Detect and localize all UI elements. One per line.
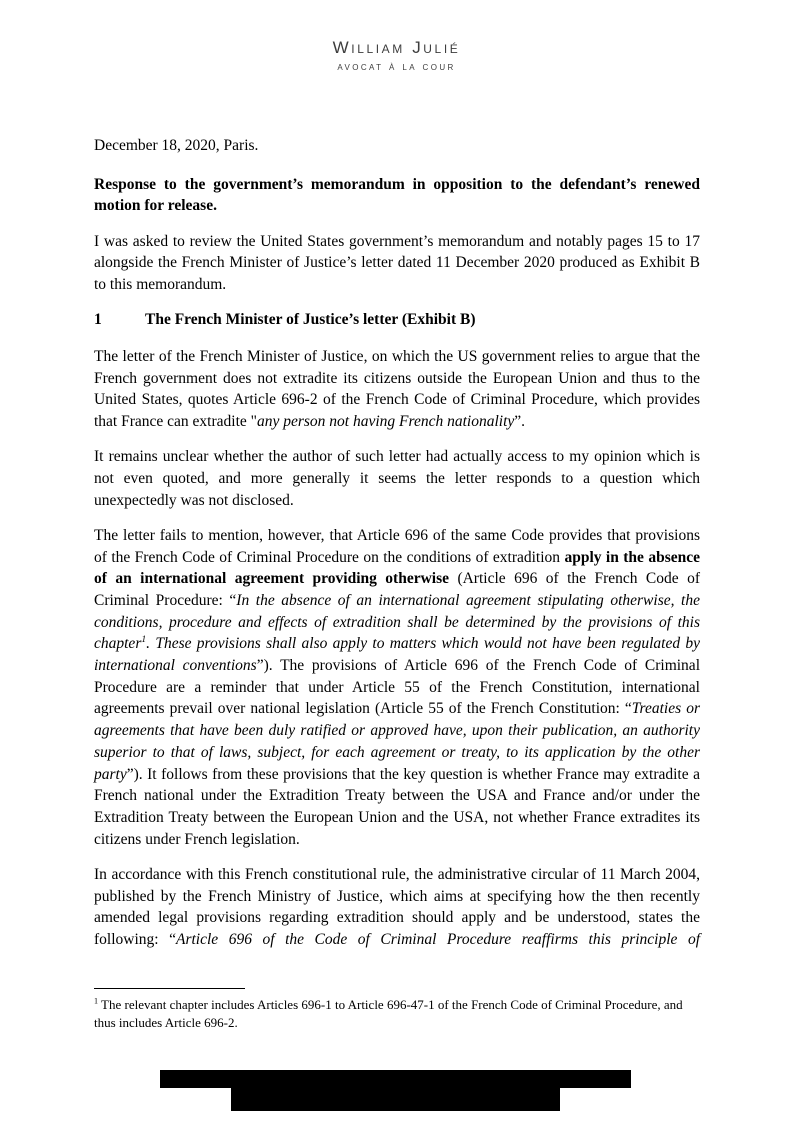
section-title: The French Minister of Justice’s letter (Exhibit B) [145, 311, 476, 329]
date-line: December 18, 2020, Paris. [94, 137, 259, 154]
unclear-paragraph: It remains unclear whether the author of such letter had actually access to my opinion which is not even quoted, and more generally it seems the letter responds to a question which unexpectedly was not disclosed. [94, 448, 700, 509]
footnote-separator [94, 988, 245, 989]
redaction-bar-bottom [231, 1088, 560, 1111]
footnote-marker: 1 [94, 996, 99, 1006]
letterhead-name: William Julié [332, 38, 461, 57]
letter-paragraph: The letter of the French Minister of Justice, on which the US government relies to argue that the French government does not extradite its citizens outside the European Union and thus to the United States, quotes Article 696-2 of the French Code of Criminal Procedure, which provides that France can extradite "any person not having French nationality”. [94, 347, 700, 431]
redaction-bar-top [160, 1070, 631, 1088]
document-body [94, 135, 700, 951]
circular-paragraph: In accordance with this French constitutional rule, the administrative circular of 11 March 2004, published by the French Ministry of Justice, which aims at specifying how the then recently amended legal provisions regarding extradition should apply and be understood, states the following: “Article 696 of the Code of Criminal Procedure reaffirms this principle of [94, 865, 700, 948]
footnote [94, 996, 700, 1032]
footnote-area [94, 988, 700, 1032]
article-696-paragraph: The letter fails to mention, however, that Article 696 of the same Code provides that provisions of the French Code of Criminal Procedure on the conditions of extradition apply in the absence of an international agreement providing otherwise (Article 696 of the French Code of Criminal Procedure: “In the absence of an international agreement stipulating otherwise, the conditions, procedure and effects of extradition shall be determined by the provisions of this chapter$^1$. These provisions shall also apply to matters which would not have been regulated by international conventions”). The provisions of Article 696 of the French Code of Criminal Procedure are a reminder that under Article 55 of the French Constitution, international agreements prevail over national legislation (Article 55 of the French Constitution: “Treaties or agreements that have been duly ratified or approved have, upon their publication, an authority superior to that of laws, subject, for each agreement or treaty, to its application by the other party”). It follows from these provisions that the key question is whether France may extradite a French national under the Extradition Treaty between the USA and France and/or under the Extradition Treaty between the European Union and the USA, not whether France extradites its citizens under French legislation. [94, 526, 700, 848]
section-heading [94, 309, 700, 331]
intro-paragraph: I was asked to review the United States government’s memorandum and notably pages 15 to 17 alongside the French Minister of Justice’s letter dated 11 December 2020 produced as Exhibit B to this memorandum. [94, 232, 700, 294]
letterhead [0, 0, 793, 75]
letterhead-role: avocat à la cour [337, 61, 456, 73]
section-number: 1 [94, 311, 102, 329]
subject-paragraph: Response to the government’s memorandum in opposition to the defendant’s renewed motion for release. [94, 175, 700, 215]
footnote-text: The relevant chapter includes Articles 696-1 to Article 696-47-1 of the French Code of Criminal Procedure, and thus includes Article 696-2. [94, 997, 683, 1030]
